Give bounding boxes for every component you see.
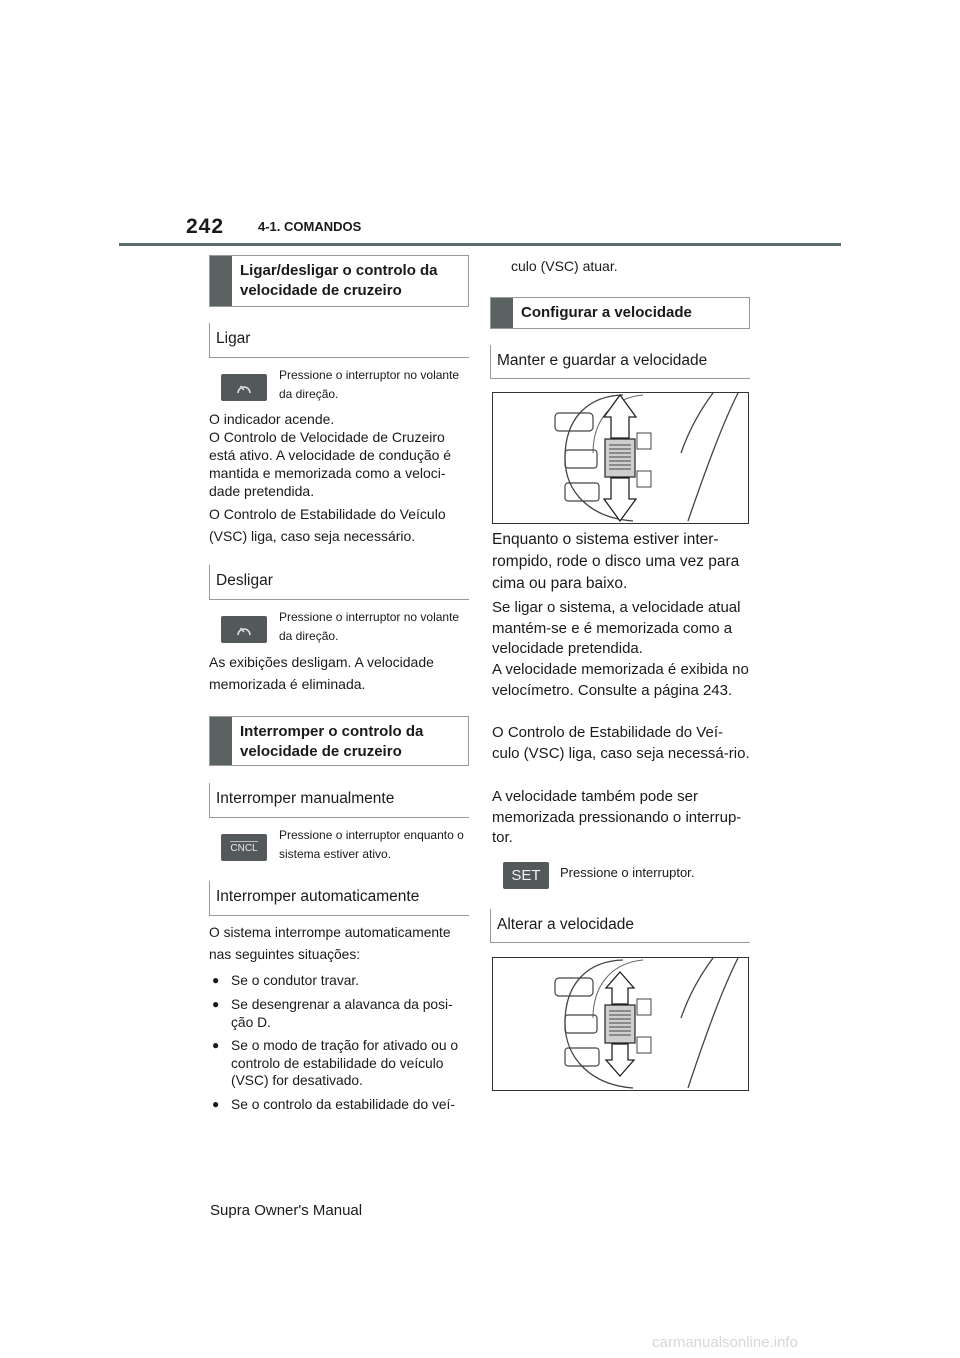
heading-bar xyxy=(491,298,513,328)
cncl-switch-image xyxy=(221,834,267,861)
text-manter-2: Se ligar o sistema, a velocidade atual mantém-se e é memorizada como a velocidade pretendida. xyxy=(492,599,741,657)
text-manter-3: A velocidade memorizada é exibida no velocímetro. Consulte a página 243. xyxy=(492,661,749,699)
footer-manual-name: Supra Owner's Manual xyxy=(210,1202,363,1219)
text-ligar-2: O Controlo de Velocidade de Cruzeiro está ativo. A velocidade de condução é mantida e memorizada como a veloci-dade pretendida. xyxy=(209,429,452,499)
heading-text: Configurar a velocidade xyxy=(521,304,692,321)
subheading-auto: Interromper automaticamente xyxy=(209,881,469,916)
heading-text: Interromper o controlo da velocidade de cruzeiro xyxy=(240,723,424,760)
section-title: 4-1. COMANDOS xyxy=(258,219,362,234)
caption-manual: Pressione o interruptor enquanto o sistema estiver ativo. xyxy=(279,828,464,861)
steering-wheel-control-illustration xyxy=(492,392,749,524)
header-rule xyxy=(119,243,841,246)
cncl-label: CNCL xyxy=(230,843,258,854)
caption-ligar: Pressione o interruptor no volante da direção. xyxy=(279,368,460,401)
subheading-alterar: Alterar a velocidade xyxy=(490,909,750,943)
subheading-manual: Interromper manualmente xyxy=(209,783,469,818)
text-manter-1: Enquanto o sistema estiver inter-rompido, rode o disco uma vez para cima ou para baixo. xyxy=(492,531,740,592)
set-switch-image xyxy=(503,862,549,889)
text-desligar: As exibições desligam. A velocidade memorizada é eliminada. xyxy=(209,654,434,692)
heading-text: Ligar/desligar o controlo da velocidade de cruzeiro xyxy=(240,262,438,299)
heading-configurar xyxy=(490,297,750,329)
steering-wheel-control-illustration xyxy=(492,957,749,1091)
speedometer-icon xyxy=(235,380,253,396)
watermark: carmanualsonline.info xyxy=(652,1334,798,1351)
page-number: 242 xyxy=(186,215,225,238)
steering-wheel-control-illustration xyxy=(493,393,748,523)
heading-ligar-desligar xyxy=(209,255,469,307)
heading-bar xyxy=(210,256,232,306)
list-item: ● Se o modo de tração for ativado ou o controlo de estabilidade do veículo (VSC) for desativado. xyxy=(212,1037,470,1090)
subheading-desligar: Desligar xyxy=(209,565,469,600)
caption-set: Pressione o interruptor. xyxy=(560,865,695,880)
list-item: ● Se o controlo da estabilidade do veí- xyxy=(212,1096,470,1114)
speedometer-icon xyxy=(235,622,253,638)
text-manter-5: A velocidade também pode ser memorizada pressionando o interrup-tor. xyxy=(492,788,742,846)
subheading-manter: Manter e guardar a velocidade xyxy=(490,345,750,379)
cruise-switch-image xyxy=(221,616,267,643)
heading-bar xyxy=(210,717,232,765)
text-auto: O sistema interrompe automaticamente nas seguintes situações: xyxy=(209,925,451,962)
text-ligar-1: O indicador acende. xyxy=(209,411,335,427)
list-item: ● Se o condutor travar. xyxy=(212,972,470,990)
text-continuation: culo (VSC) atuar. xyxy=(511,258,618,274)
list-item: ● Se desengrenar a alavanca da posi-ção D. xyxy=(212,996,470,1031)
caption-desligar: Pressione o interruptor no volante da direção. xyxy=(279,610,460,643)
heading-interromper xyxy=(209,716,469,766)
subheading-ligar: Ligar xyxy=(209,323,469,358)
cruise-switch-image xyxy=(221,374,267,401)
set-label: SET xyxy=(511,867,541,884)
steering-wheel-control-illustration xyxy=(493,958,748,1090)
text-manter-4: O Controlo de Estabilidade do Veí-culo (VSC) liga, caso seja necessá-rio. xyxy=(492,724,750,762)
text-ligar-3: O Controlo de Estabilidade do Veículo (VSC) liga, caso seja necessário. xyxy=(209,506,446,544)
